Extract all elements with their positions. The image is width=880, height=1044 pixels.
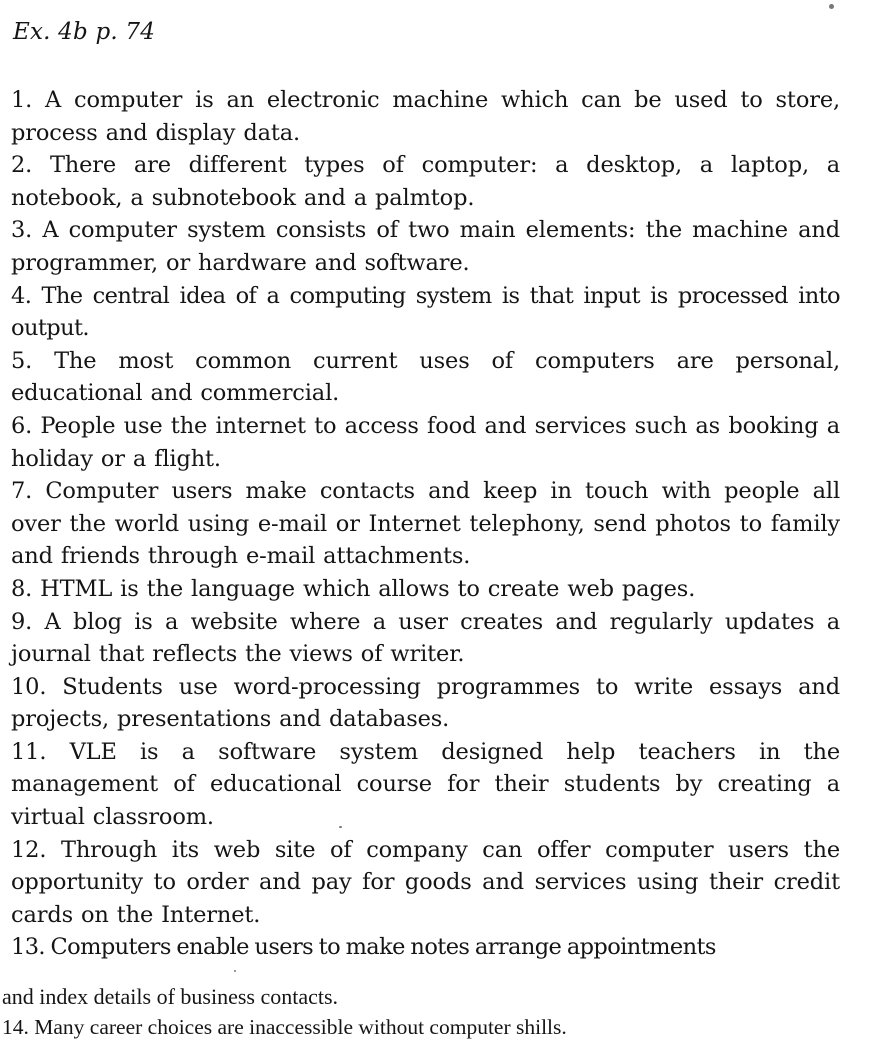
sentence-item-14: 14. Many career choices are inaccessible without computer shills. (2, 1015, 567, 1039)
sentence-item-1: 1. A computer is an electronic machine which can be used to store, process and display data. (11, 87, 840, 146)
sentence-13-continuation: and index details of business contacts. (2, 984, 339, 1009)
scan-speck (339, 826, 342, 828)
sentence-item-13: 13. Computers enable users to make notes arrange appointments (11, 934, 716, 961)
scan-speck (829, 4, 834, 9)
sentence-item-8: 8. HTML is the language which allows to create web pages. (11, 575, 696, 602)
sentence-item-3: 3. A computer system consists of two main elements: the machine and programmer, or hardware and software. (11, 217, 840, 276)
sentence-item-11: 11. VLE is a software system designed help teachers in the management of educational course for their students by creating a virtual classroom. (11, 738, 840, 831)
sentence-item-4: 4. The central idea of a computing system is that input is processed into output. (11, 282, 840, 342)
sentence-list (11, 84, 840, 964)
scan-speck (234, 970, 236, 972)
exercise-heading: Ex. 4b p. 74 (13, 19, 156, 45)
sentence-item-9: 9. A blog is a website where a user creates and regularly updates a journal that reflects the views of writer. (11, 608, 840, 668)
sentence-item-10: 10. Students use word-processing programmes to write essays and projects, presentations and databases. (11, 673, 840, 733)
sentence-item-6: 6. People use the internet to access food and services such as booking a holiday or a flight. (11, 412, 840, 472)
sentence-item-5: 5. The most common current uses of computers are personal, educational and commercial. (11, 347, 840, 407)
sentence-item-12: 12. Through its web site of company can offer computer users the opportunity to order and pay for goods and services using their credit cards on the Internet. (11, 836, 840, 928)
sentence-item-7: 7. Computer users make contacts and keep in touch with people all over the world using e-mail or Internet telephony, send photos to family and friends through e-mail attachments. (11, 478, 840, 570)
sentence-item-2: 2. There are different types of computer: a desktop, a laptop, a notebook, a subnotebook and a palmtop. (11, 152, 840, 211)
